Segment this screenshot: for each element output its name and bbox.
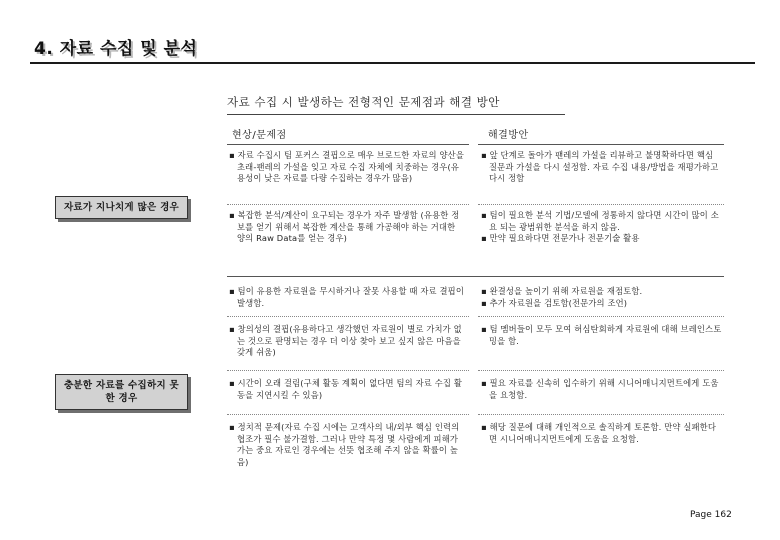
solution-cell: [481, 378, 723, 401]
solution-text: ▪ 만약 필요하다면 전문가나 전문기술 활용: [481, 233, 640, 243]
solution-cell: [481, 210, 723, 245]
solution-text: ▪ 추가 자료원을 검토함(전문가의 조언): [481, 297, 628, 308]
row-divider: [227, 204, 469, 205]
header-rule-left: [227, 144, 469, 145]
problem-cell: [229, 422, 465, 468]
page-title: 4. 자료 수집 및 분석: [34, 39, 198, 59]
row-divider: [478, 204, 724, 205]
problem-text: ▪ 자료 수집시 팀 포커스 결핍으로 매우 브로드한 자료의 양산을 초래-팬레의 가설을 잊고 자료 수집 자체에 치중하는 경우(유용성이 낮은 자료를 다량 수집하는 경우가 많음): [229, 150, 464, 183]
solution-cell: [481, 150, 723, 185]
solution-text: ▪ 앞 단계로 돌아가 팬레의 가설을 리뷰하고 불명확하다면 핵심 질문과 가설을 다시 설정함. 자료 수집 내용/방법을 재평가하고 다시 정함: [481, 150, 719, 183]
solution-text: ▪ 해당 질문에 대해 개인적으로 솔직하게 토론함. 만약 실패한다면 시니어매니지먼트에게 도움을 요청함.: [481, 422, 716, 444]
solution-text: ▪ 팀 멤버들이 모두 모여 허심탄회하게 자료원에 대해 브레인스토밍을 함.: [481, 324, 722, 346]
row-divider: [478, 414, 724, 415]
problem-text: ▪ 창의성의 결핍(유용하다고 생각했던 자료원이 별로 가치가 없는 것으로 판명되는 경우 더 이상 찾아 보고 싶지 않은 마음을 갖게 쉬움): [229, 324, 462, 357]
problem-text: ▪ 정치적 문제(자료 수집 시에는 고객사의 내/외부 핵심 인력의 협조가 필수 불가결함. 그러나 만약 특정 몇 사람에게 피해가 가는 중요 자료인 경우에는 선뜻 협조해 주지 않을 확률이 높음): [229, 422, 460, 467]
problem-text: ▪ 복잡한 분석/계산이 요구되는 경우가 자주 발생함 (유용한 정보를 얻기 위해서 복잡한 계산을 통해 가공해야 하는 거대한 양의 Raw Data를 얻는 경우): [229, 210, 460, 243]
solution-text: ▪ 팀이 필요한 분석 기법/모델에 정통하지 않다면 시간이 많이 소요 되는 광범위한 분석을 하지 않음.: [481, 210, 719, 232]
row-divider: [478, 370, 724, 371]
problem-cell: [229, 210, 465, 245]
solution-cell: [481, 324, 723, 347]
title-bar: [30, 28, 755, 60]
problem-cell: [229, 286, 465, 309]
solution-cell: [481, 286, 723, 309]
problem-text: ▪ 시간이 오래 걸림(구체 활동 계획이 없다면 팀의 자료 수집 활동을 지연시킬 수 있음): [229, 378, 462, 400]
page-number: Page 162: [690, 510, 732, 520]
problem-text: ▪ 팀이 유용한 자료원을 무시하거나 잘못 사용할 때 자료 결핍이 발생함.: [229, 286, 464, 308]
solution-cell: [481, 422, 723, 445]
header-rule-right: [478, 144, 724, 145]
column-header-problem: 현상/문제점: [232, 130, 287, 141]
row-divider: [227, 414, 469, 415]
row-divider: [227, 316, 469, 317]
problem-cell: [229, 150, 465, 185]
category-insufficient-data: 충분한 자료를 수집하지 못한 경우: [55, 374, 188, 410]
table-subtitle: 자료 수집 시 발생하는 전형적인 문제점과 해결 방안: [227, 94, 565, 115]
row-divider: [478, 316, 724, 317]
problem-cell: [229, 378, 465, 401]
section-divider: [227, 276, 724, 277]
category-too-much-data: 자료가 지나치게 많은 경우: [55, 196, 188, 219]
problem-cell: [229, 324, 465, 359]
solution-text: ▪ 필요 자료를 신속히 입수하기 위해 시니어매니지먼트에게 도움을 요청함.: [481, 378, 719, 400]
title-underline: [30, 62, 755, 64]
column-header-solution: 해결방안: [488, 130, 529, 141]
row-divider: [227, 370, 469, 371]
solution-text: ▪ 완결성을 높이기 위해 자료원을 재점토함.: [481, 286, 643, 296]
